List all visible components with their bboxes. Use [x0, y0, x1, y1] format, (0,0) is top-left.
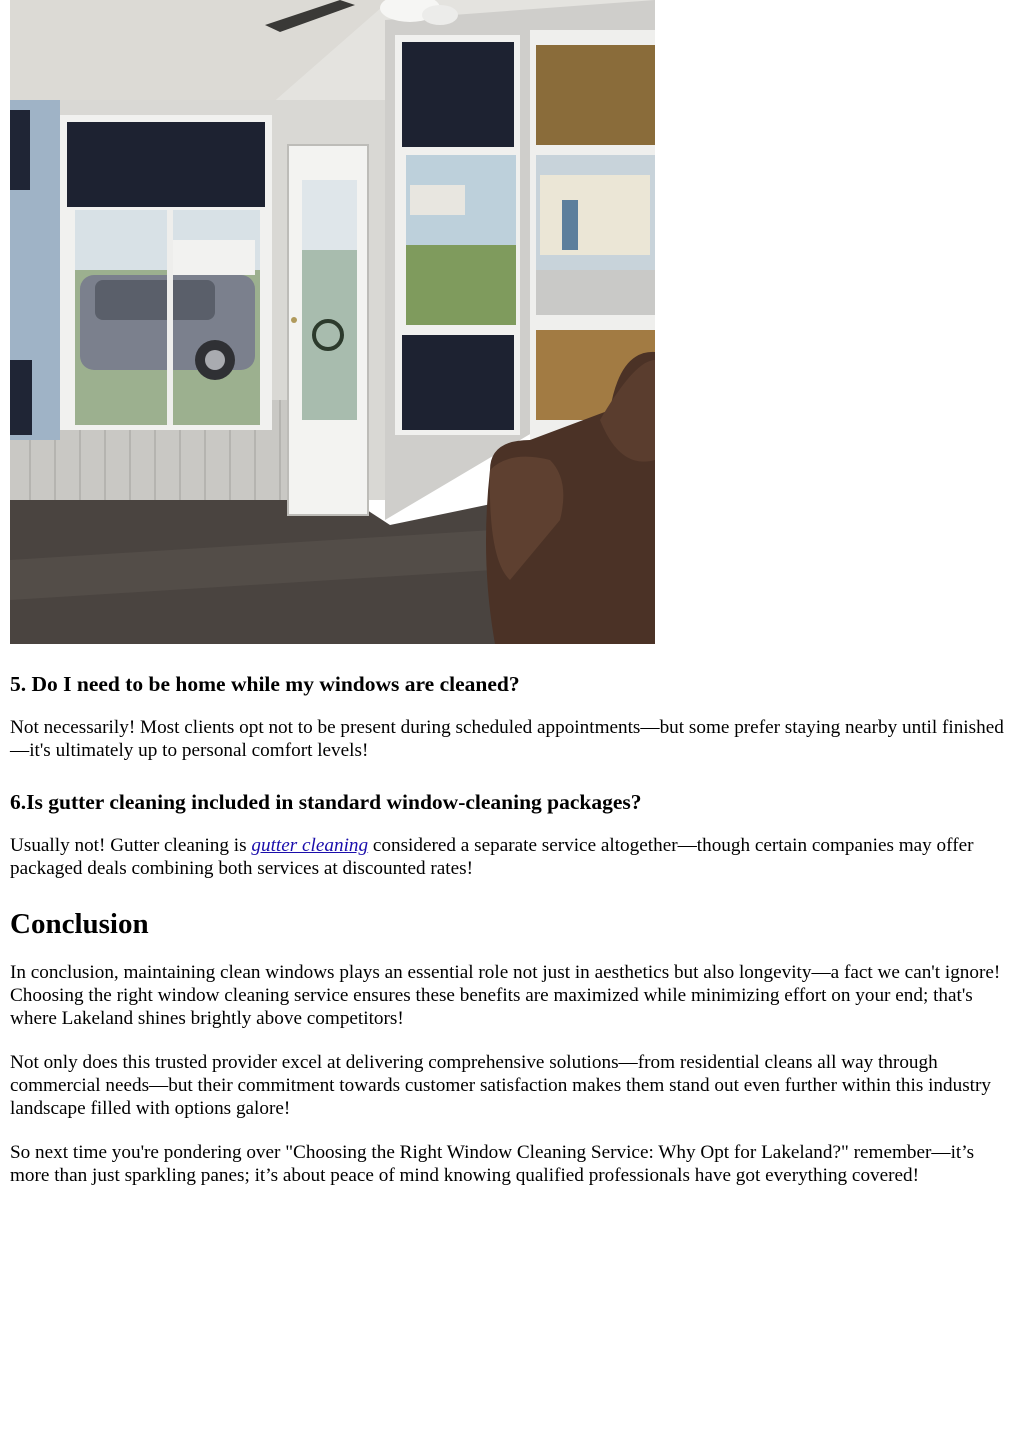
faq-answer-6-end: considered a separate service altogether—though certain companies may offer packaged deals combining both services at discounted rates! [10, 835, 974, 879]
conclusion-paragraph: In conclusion, maintaining clean windows plays an essential role not just in aesthetics but also longevity—a fact we can't ignore! Choosing the right window cleaning service ensures these benefits are maximized while minimizing effort on your end; that's where Lakeland shines brightly above competitors! [10, 962, 1001, 1029]
conclusion-paragraph: Not only does this trusted provider excel at delivering comprehensive solutions—from residential cleans all way through commercial needs—but their commitment towards customer satisfaction makes them stand out even further within this industry landscape filled with options galore! [10, 1052, 991, 1119]
faq-answer-6-start: Usually not! Gutter cleaning is [10, 835, 252, 856]
sunroom-photo [10, 0, 655, 644]
gutter-cleaning-link[interactable]: gutter cleaning [251, 835, 369, 856]
faq-answer-6 [10, 834, 1014, 880]
faq-question-5: 5. Do I need to be home while my windows are cleaned? [10, 672, 520, 696]
faq-answer-5: Not necessarily! Most clients opt not to be present during scheduled appointments—but some prefer staying nearby until finished—it's ultimately up to personal comfort levels! [10, 717, 1004, 761]
conclusion-heading: Conclusion [10, 908, 149, 940]
article-body [10, 669, 1014, 1187]
conclusion-paragraph: So next time you're pondering over "Choosing the Right Window Cleaning Service: Why Opt for Lakeland?" remember—it’s more than just sparkling panes; it’s about peace of mind knowing qualified professionals have got everything covered! [10, 1142, 975, 1186]
faq-question-6: 6.Is gutter cleaning included in standard window-cleaning packages? [10, 790, 642, 814]
